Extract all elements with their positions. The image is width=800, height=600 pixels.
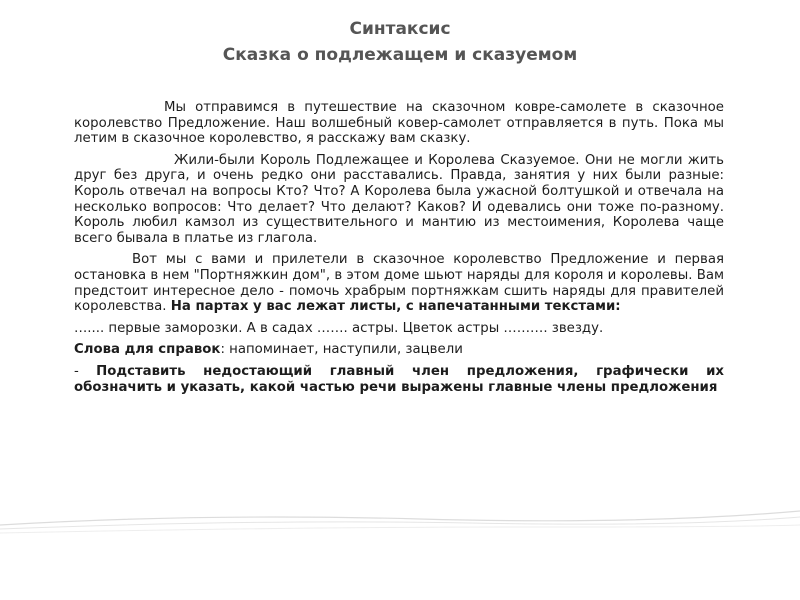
paragraph-story: Жили-были Король Подлежащее и Королева Сказуемое. Они не могли жить друг без друга, и очень редко они расставались. Правда, занятия у них были разные: Король отвечал на вопросы Кто? Что? А Королева была ужасной болтушкой и отвечала на несколько вопросов: Что делает? Что делают? Каков? И одевались они тоже по-разному. Король любил камзол из существительного и мантию из местоимения, Королева чаще всего бывала в платье из глагола. [74, 152, 724, 246]
exercise-line: ….... первые заморозки. А в садах ……. астры. Цветок астры ………. звезду. [74, 320, 604, 336]
arrival-instruction: На партах у вас лежат листы, с напечатанными текстами: [170, 299, 621, 315]
hint-label: Слова для справок [74, 342, 221, 358]
title-story: Сказка о подлежащем и сказуемом [222, 45, 578, 65]
decorative-swoosh [0, 505, 800, 541]
title-subject: Синтаксис [349, 19, 451, 39]
task-text: Подставить недостающий главный член предложения, графически их обозначить и указать, какой частью речи выражены главные члены предложения [74, 363, 724, 395]
hint-words: : напоминает, наступили, зацвели [220, 342, 463, 358]
paragraph-intro: Мы отправимся в путешествие на сказочном ковре-самолете в сказочное королевство Предложение. Наш волшебный ковер-самолет отправляется в путь. Пока мы летим в сказочное королевство, я расскажу вам сказку. [74, 100, 724, 147]
hint-line [74, 342, 724, 358]
slide-title [0, 16, 800, 68]
paragraph-arrival [74, 252, 724, 314]
story-text [74, 100, 724, 395]
arrival-text: Вот мы с вами и прилетели в сказочное королевство Предложение и первая остановка в нем "Портняжкин дом", в этом доме шьют наряды для короля и королевы. Вам предстоит интересное дело - помочь храбрым портняжкам сшить наряды для правителей королевства. [74, 252, 724, 315]
task-line [74, 364, 724, 395]
task-prefix: - [74, 363, 97, 379]
